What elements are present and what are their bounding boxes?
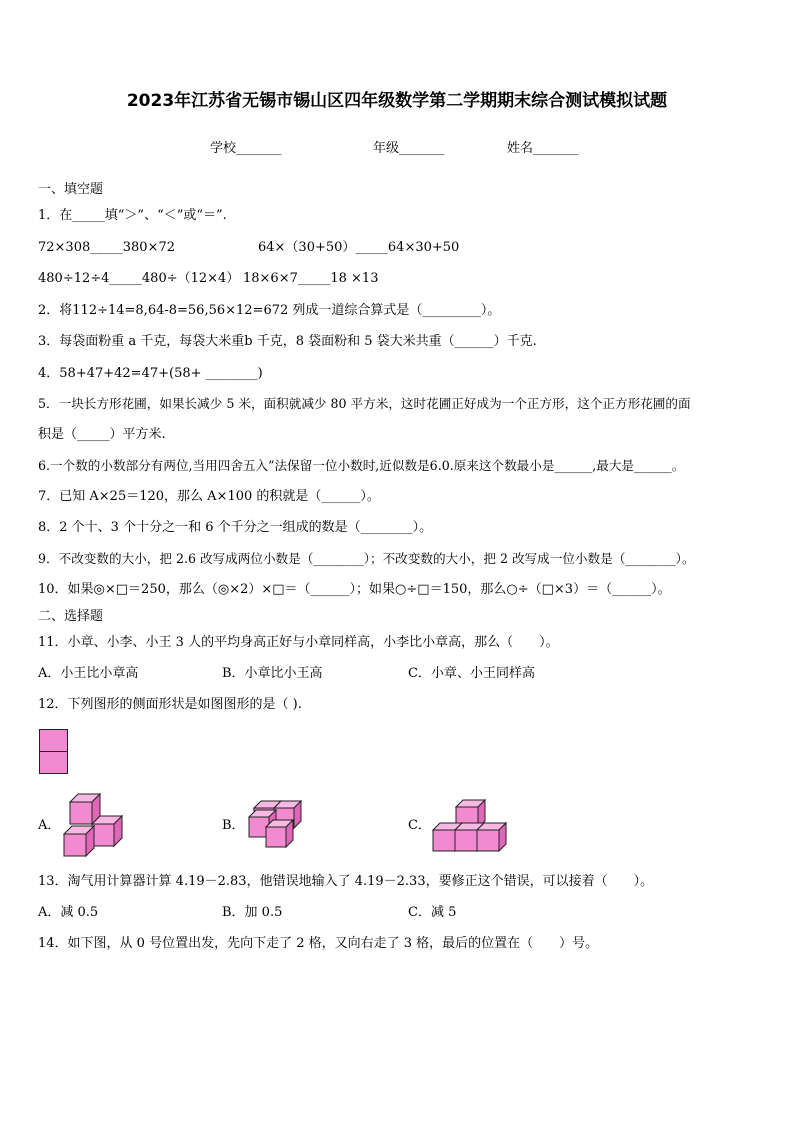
question-12-option-c: C． bbox=[408, 818, 431, 833]
question-11-option-a: A．小王比小章高 bbox=[38, 666, 139, 681]
question-10: 10．如果◎×□＝250，那么（◎×2）×□＝（______）；如果○÷□＝150，那么○÷（□×3）＝（______）。 bbox=[38, 582, 671, 597]
question-13-option-a: A．减 0.5 bbox=[38, 905, 99, 920]
question-1-c: 480÷12÷4_____480÷（12×4） bbox=[38, 271, 240, 286]
question-5-line-1: 5．一块长方形花圃，如果长减少 5 米，面积就减少 80 平方米，这时花圃正好成为一个正方形，这个正方形花圃的面 bbox=[38, 396, 691, 411]
question-13-option-c: C．减 5 bbox=[408, 905, 457, 920]
question-1-b: 64×（30+50）_____64×30+50 bbox=[258, 240, 460, 255]
question-2: 2．将112÷14=8,64-8=56,56×12=672 列成一道综合算式是（_________）。 bbox=[38, 303, 501, 318]
question-1-d: 18×6×7_____18 ×13 bbox=[243, 271, 379, 286]
option-a-cube-figure bbox=[62, 792, 128, 858]
question-8: 8．2 个十、3 个十分之一和 6 个千分之一组成的数是（________）。 bbox=[38, 520, 433, 535]
side-view-figure bbox=[39, 729, 69, 775]
option-b-cube-figure bbox=[246, 800, 306, 850]
section-choice-heading: 二、选择题 bbox=[38, 609, 104, 624]
question-11: 11．小章、小李、小王 3 人的平均身高正好与小章同样高，小李比小章高，那么（ ）。 bbox=[38, 635, 559, 650]
question-7: 7．已知 A×25＝120，那么 A×100 的积就是（______）。 bbox=[38, 489, 380, 504]
question-13-option-b: B．加 0.5 bbox=[222, 905, 283, 920]
question-4: 4．58+47+42=47+(58+ ________) bbox=[38, 366, 263, 381]
name-field: 姓名_______ bbox=[507, 141, 579, 156]
question-14: 14．如下图，从 0 号位置出发，先向下走了 2 格，又向右走了 3 格，最后的位置在（ ）号。 bbox=[38, 936, 599, 951]
question-12: 12．下列图形的侧面形状是如图图形的是（ ). bbox=[38, 697, 302, 712]
question-3: 3．每袋面粉重 a 千克，每袋大米重b 千克，8 袋面粉和 5 袋大米共重（______）千克. bbox=[38, 334, 537, 349]
question-6: 6.一个数的小数部分有两位,当用四舍五入”法保留一位小数时,近似数是6.0.原来这个数最小是______,最大是______。 bbox=[38, 458, 685, 473]
question-5-line-2: 积是（_____）平方米. bbox=[38, 427, 166, 442]
question-12-option-b: B． bbox=[222, 818, 245, 833]
question-11-option-c: C．小章、小王同样高 bbox=[408, 666, 535, 681]
school-field: 学校_______ bbox=[210, 141, 282, 156]
grade-field: 年级_______ bbox=[373, 141, 445, 156]
question-1-a: 72×308_____380×72 bbox=[38, 240, 175, 255]
question-9: 9．不改变数的大小，把 2.6 改写成两位小数是（________）；不改变数的大小，把 2 改写成一位小数是（________）。 bbox=[38, 551, 695, 566]
section-fill-heading: 一、填空题 bbox=[38, 182, 104, 197]
question-12-option-a: A． bbox=[38, 818, 61, 833]
page-title: 2023年江苏省无锡市锡山区四年级数学第二学期期末综合测试模拟试题 bbox=[126, 91, 668, 111]
question-1: 1．在_____填“＞”、“＜”或“＝”. bbox=[38, 208, 227, 223]
question-11-option-b: B．小章比小王高 bbox=[222, 666, 323, 681]
question-13: 13．淘气用计算器计算 4.19－2.83，他错误地输入了 4.19－2.33，要修正这个错误，可以接着（ ）。 bbox=[38, 874, 654, 889]
option-c-cube-figure bbox=[432, 798, 508, 854]
